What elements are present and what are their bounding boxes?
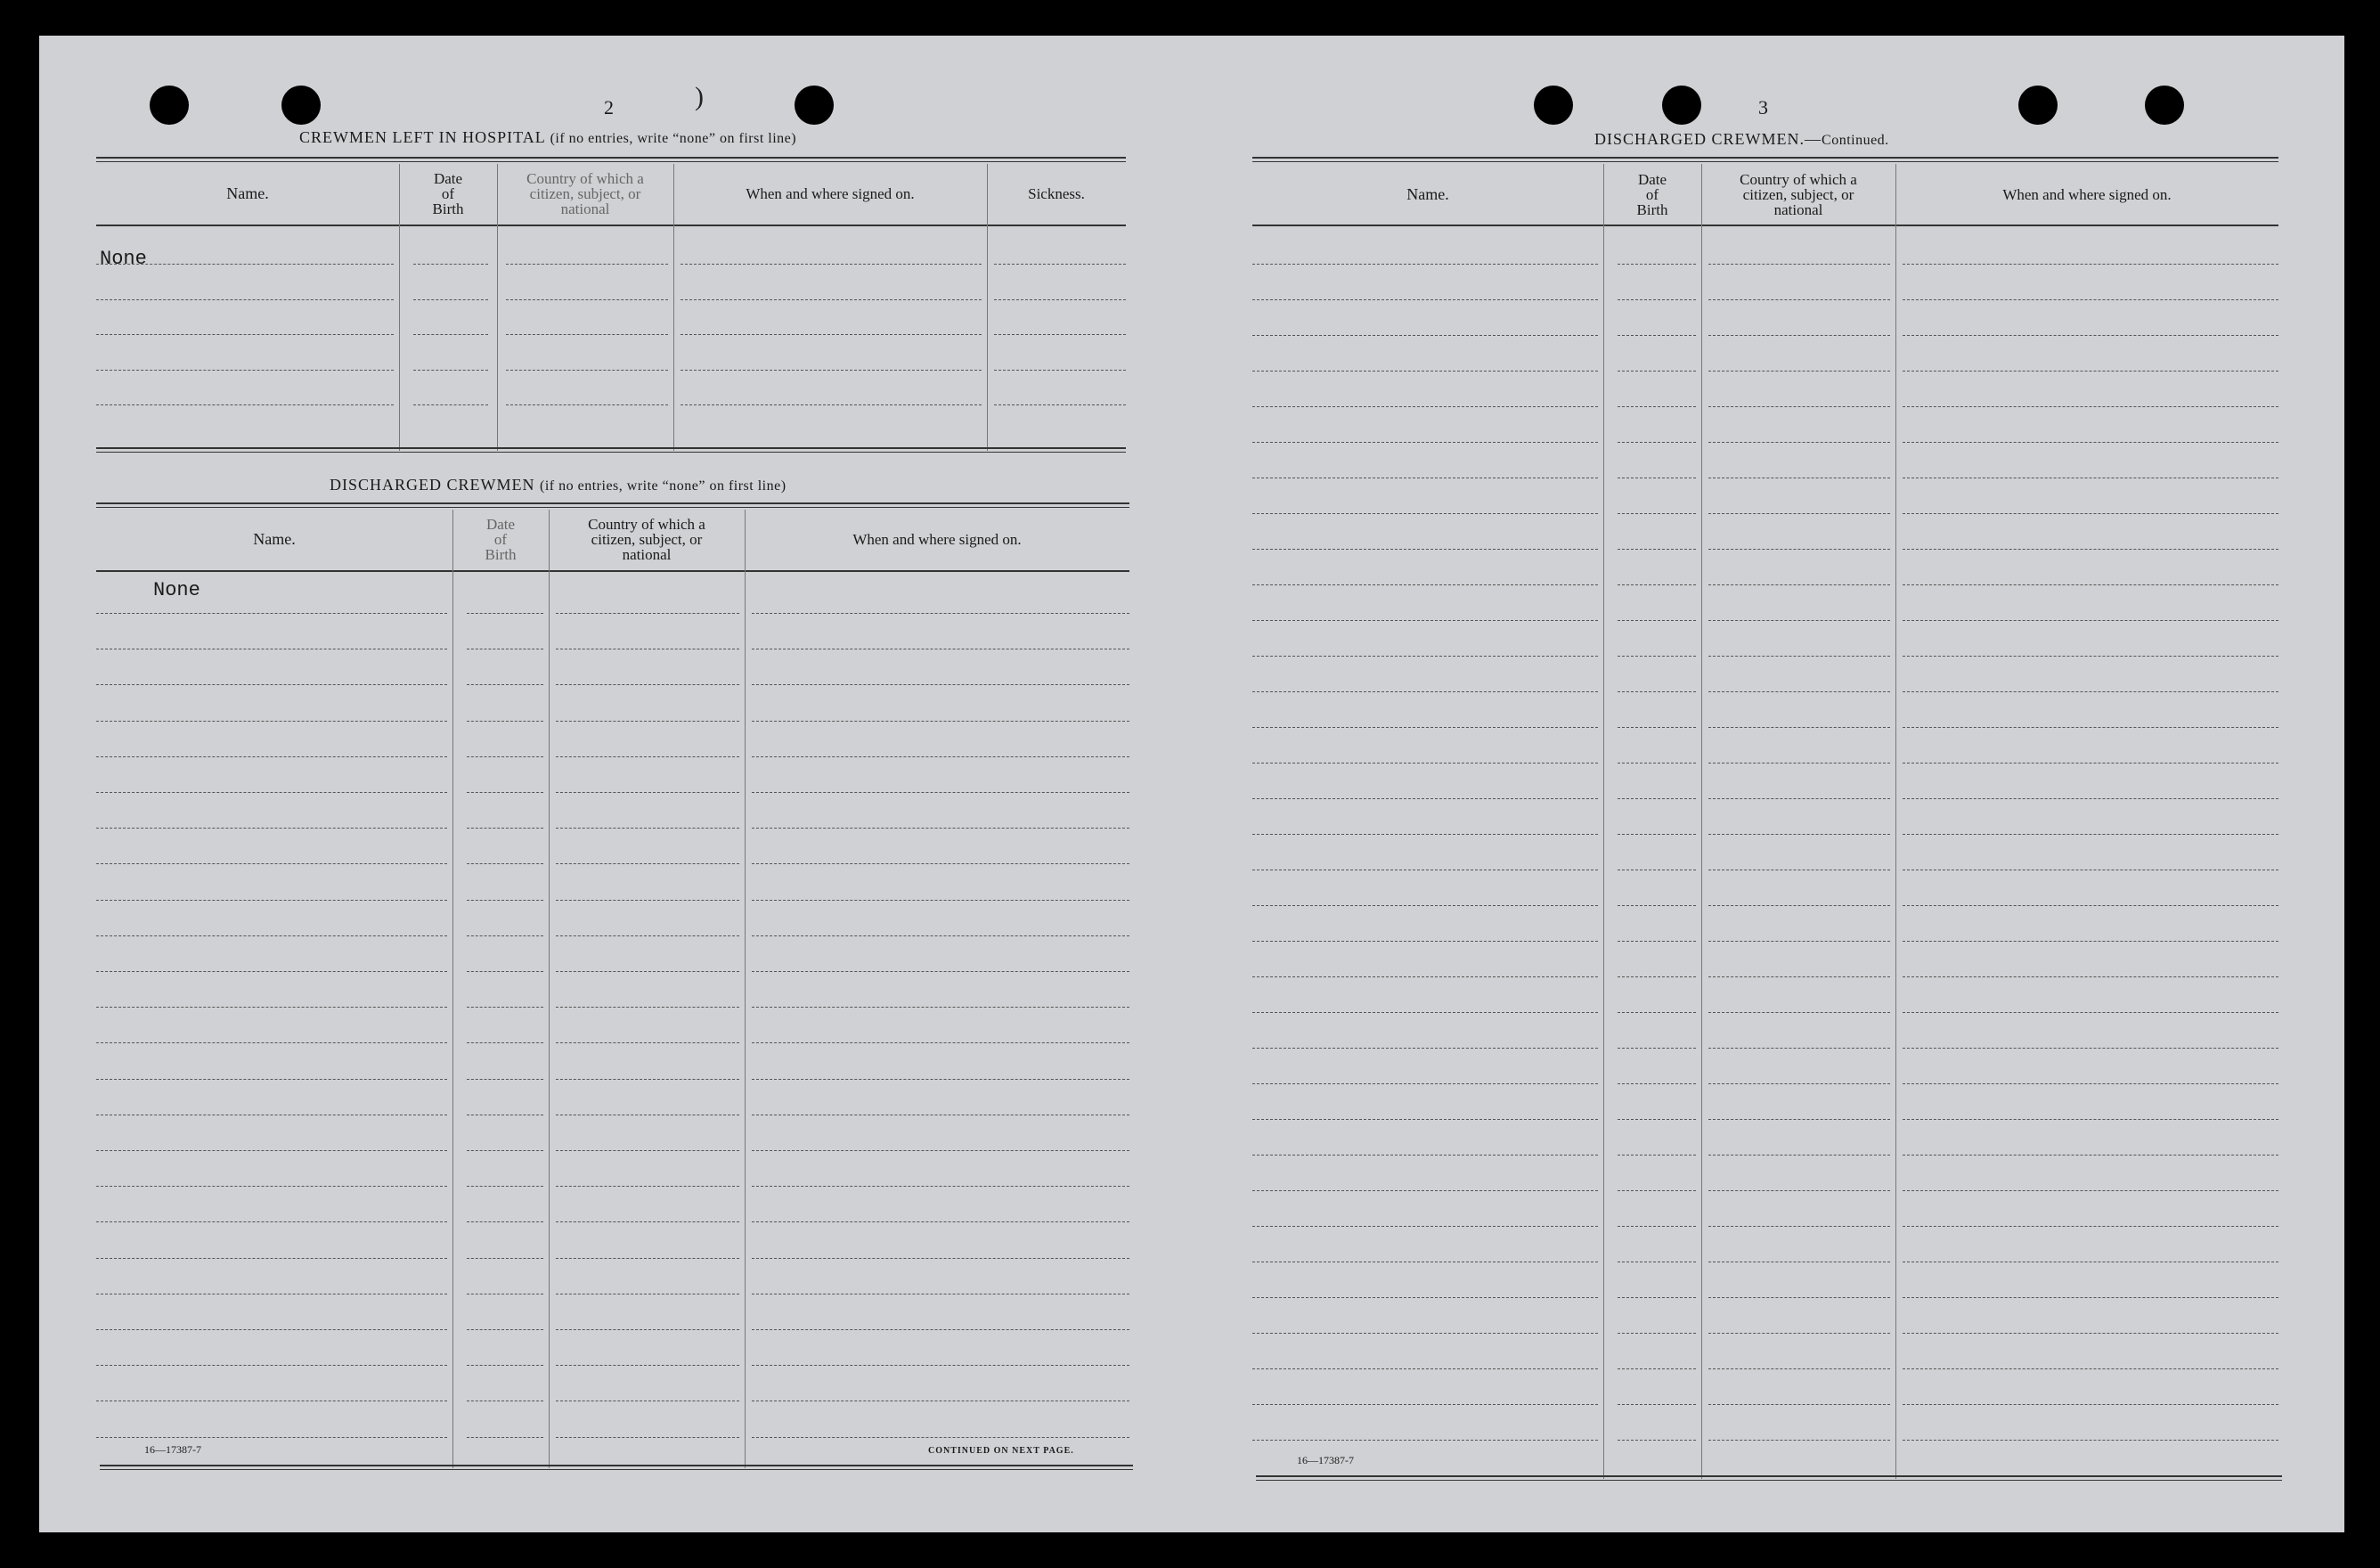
ruled-line [1252,1119,1598,1120]
ruled-line [1252,905,1598,906]
ruled-line [1618,1368,1696,1369]
ruled-line [1252,1012,1598,1013]
ruled-line [556,1329,739,1330]
ruled-line [1618,1190,1696,1191]
ruled-line [1708,1155,1890,1156]
ruled-line [467,1186,543,1187]
hospital-col-name: Name. [226,184,269,202]
ruled-line [1618,442,1696,443]
ruled-line [752,935,1129,936]
discharged-vline [549,510,550,1468]
ruled-line [1618,299,1696,300]
ruled-line [1252,763,1598,764]
ruled-line [1618,905,1696,906]
ruled-line [96,1186,447,1187]
ruled-line [1252,442,1598,443]
ruled-line [1708,905,1890,906]
ruled-line [413,264,488,265]
ruled-line [1708,1368,1890,1369]
ruled-line [1903,905,2278,906]
hospital-vline [987,164,988,451]
ruled-line [467,971,543,972]
hospital-entry-name: None [100,248,147,270]
ruled-line [1903,834,2278,835]
ruled-line [1903,549,2278,550]
discharged-col-dob: Date of Birth [485,515,517,563]
ruled-line [1903,656,2278,657]
ruled-line [752,1042,1129,1043]
punch-hole-7 [2145,86,2184,125]
ruled-line [96,370,394,371]
ruled-line [556,971,739,972]
hospital-col-sickness: Sickness. [1028,184,1085,202]
ruled-line [1903,1404,2278,1405]
ruled-line [1252,335,1598,336]
ruled-line [467,684,543,685]
ruled-line [96,971,447,972]
ruled-line [1252,727,1598,728]
ruled-line [1903,371,2278,372]
ruled-line [1708,1119,1890,1120]
ruled-line [556,792,739,793]
ruled-line [1903,1333,2278,1334]
continued-vline [1895,164,1896,1479]
ruled-line [1618,798,1696,799]
ruled-line [1708,1440,1890,1441]
ruled-line [96,863,447,864]
continued-col-name: Name. [1406,184,1449,203]
hospital-col-dob: Date of Birth [432,169,464,217]
punch-hole-6 [2018,86,2058,125]
ruled-line [1252,1226,1598,1227]
ruled-line [556,1007,739,1008]
ruled-line [96,1329,447,1330]
ruled-line [1708,299,1890,300]
ruled-line [1618,1226,1696,1227]
discharged-col-country: Country of which a citizen, subject, or national [588,515,705,563]
ruled-line [1708,584,1890,585]
ruled-line [752,828,1129,829]
ruled-line [1708,1404,1890,1405]
continued-col-country: Country of which a citizen, subject, or national [1740,170,1857,218]
ruled-line [1618,264,1696,265]
ruled-line [1708,1190,1890,1191]
ruled-line [96,1221,447,1222]
ruled-line [752,1221,1129,1222]
page-number: 2 [604,96,614,118]
discharged-entry-name: None [153,579,200,601]
hospital-title-text: CREWMEN LEFT IN HOSPITAL [299,128,546,146]
ruled-line [752,1437,1129,1438]
ruled-line [467,863,543,864]
ruled-line [752,1079,1129,1080]
ruled-line [1708,620,1890,621]
ruled-line [506,334,668,335]
punch-hole-2 [281,86,321,125]
discharged-vline [452,510,453,1468]
ruled-line [556,1437,739,1438]
ruled-line [96,1258,447,1259]
ruled-line [1252,834,1598,835]
ruled-line [681,404,982,405]
ruled-line [1618,763,1696,764]
ruled-line [1903,584,2278,585]
discharged-section-title [330,476,787,494]
ruled-line [1252,264,1598,265]
ruled-line [752,1365,1129,1366]
ruled-line [556,828,739,829]
ruled-line [96,792,447,793]
ruled-line [96,1365,447,1366]
ruled-line [1618,727,1696,728]
ruled-line [1618,371,1696,372]
ruled-line [1903,1048,2278,1049]
discharged-header-rule [96,570,1129,572]
ruled-line [1252,1333,1598,1334]
ruled-line [96,756,447,757]
ruled-line [1708,1297,1890,1298]
page-number: 3 [1758,96,1768,118]
ruled-line [1903,1368,2278,1369]
ruled-line [1903,1226,2278,1227]
ruled-line [96,828,447,829]
ruled-line [1708,798,1890,799]
continued-vline [1603,164,1604,1479]
ruled-line [467,1042,543,1043]
discharged-title-subtitle: (if no entries, write “none” on first line) [540,478,787,494]
ruled-line [752,613,1129,614]
ruled-line [556,1258,739,1259]
ruled-line [1618,941,1696,942]
ruled-line [1708,549,1890,550]
ruled-line [994,370,1126,371]
ruled-line [467,1150,543,1151]
ruled-line [1903,264,2278,265]
hospital-col-country: Country of which a citizen, subject, or national [526,169,644,217]
ruled-line [1618,1440,1696,1441]
hospital-vline [399,164,400,451]
ruled-line [1903,1083,2278,1084]
ruled-line [1708,406,1890,407]
ruled-line [1903,941,2278,942]
ruled-line [506,299,668,300]
ruled-line [1618,1297,1696,1298]
hospital-vline [673,164,674,451]
ruled-line [1903,1119,2278,1120]
ruled-line [1708,941,1890,942]
form-number: 16—17387-7 [144,1443,201,1456]
ruled-line [752,792,1129,793]
ruled-line [1708,1226,1890,1227]
ruled-line [467,1258,543,1259]
ruled-line [413,404,488,405]
ruled-line [1252,798,1598,799]
ruled-line [467,1079,543,1080]
ruled-line [556,863,739,864]
ruled-line [1252,941,1598,942]
ruled-line [467,1437,543,1438]
hospital-title-subtitle: (if no entries, write “none” on first line) [550,131,797,146]
ruled-line [1708,691,1890,692]
ruled-line [1252,549,1598,550]
ruled-line [96,935,447,936]
hospital-section-title [299,128,796,147]
ruled-line [467,900,543,901]
ruled-line [1618,335,1696,336]
ruled-line [752,721,1129,722]
ruled-line [994,334,1126,335]
ruled-line [1618,584,1696,585]
ruled-line [752,971,1129,972]
ruled-line [506,370,668,371]
continued-header-rule [1252,225,2278,226]
ruled-line [1618,1048,1696,1049]
ruled-line [1903,335,2278,336]
continued-vline [1701,164,1702,1479]
hospital-vline [497,164,498,451]
ruled-line [96,1437,447,1438]
ruled-line [1618,406,1696,407]
ruled-line [752,1258,1129,1259]
ruled-line [506,404,668,405]
ruled-line [413,299,488,300]
ruled-line [1903,798,2278,799]
ruled-line [1618,1119,1696,1120]
ruled-line [1618,691,1696,692]
discharged-col-name: Name. [253,529,296,548]
ruled-line [1618,1404,1696,1405]
ruled-line [1903,727,2278,728]
ruled-line [1252,1155,1598,1156]
ruled-line [752,1150,1129,1151]
ruled-line [1618,549,1696,550]
ruled-line [681,299,982,300]
ruled-line [556,721,739,722]
discharged-bottom-rule [100,1465,1133,1470]
ruled-line [752,756,1129,757]
ruled-line [1708,1083,1890,1084]
ruled-line [506,264,668,265]
discharged-title-text: DISCHARGED CREWMEN [330,476,535,494]
ruled-line [1252,584,1598,585]
ruled-line [1903,1297,2278,1298]
ruled-line [1252,1297,1598,1298]
ruled-line [1903,513,2278,514]
ruled-line [96,1079,447,1080]
discharged-vline [745,510,746,1468]
continued-title-text: DISCHARGED CREWMEN.— [1594,130,1822,148]
ruled-line [96,900,447,901]
ruled-line [994,264,1126,265]
ruled-line [1252,1440,1598,1441]
ledger-paper [39,36,2344,1532]
ruled-line [1708,371,1890,372]
ruled-line [1903,406,2278,407]
discharged-col-signed: When and where signed on. [852,530,1022,548]
ruled-line [1708,1048,1890,1049]
ruled-line [96,299,394,300]
ruled-line [1618,656,1696,657]
ruled-line [752,1007,1129,1008]
ruled-line [681,264,982,265]
ruled-line [1618,513,1696,514]
ruled-line [556,1150,739,1151]
ruled-line [96,613,447,614]
punch-hole-3 [795,86,834,125]
ruled-line [1252,513,1598,514]
ruled-line [1252,1368,1598,1369]
ruled-line [467,721,543,722]
ruled-line [1903,763,2278,764]
ruled-line [994,404,1126,405]
ruled-line [994,299,1126,300]
form-number: 16—17387-7 [1297,1454,1354,1466]
ruled-line [1618,1333,1696,1334]
hospital-col-signed: When and where signed on. [746,184,915,202]
discharged-top-rule [96,502,1129,508]
ruled-line [1708,834,1890,835]
punch-hole-5 [1662,86,1701,125]
ruled-line [467,935,543,936]
ruled-line [96,1150,447,1151]
ruled-line [1618,620,1696,621]
pencil-mark: ) [695,82,704,111]
ruled-line [96,404,394,405]
ruled-line [1252,371,1598,372]
ruled-line [556,1186,739,1187]
ruled-line [1252,691,1598,692]
ruled-line [1708,442,1890,443]
ruled-line [1252,406,1598,407]
ruled-line [556,1221,739,1222]
ruled-line [1252,976,1598,977]
ruled-line [1903,691,2278,692]
ruled-line [413,370,488,371]
ruled-line [467,1365,543,1366]
hospital-header-rule [96,225,1126,226]
ruled-line [1903,442,2278,443]
continued-top-rule [1252,157,2278,162]
ruled-line [556,935,739,936]
ruled-line [1708,727,1890,728]
ruled-line [556,1365,739,1366]
continued-col-signed: When and where signed on. [2002,185,2172,203]
ruled-line [413,334,488,335]
ruled-line [96,1007,447,1008]
ruled-line [1708,513,1890,514]
ruled-line [681,370,982,371]
ruled-line [1708,264,1890,265]
ruled-line [752,863,1129,864]
ruled-line [556,756,739,757]
ruled-line [1903,1190,2278,1191]
punch-hole-4 [1534,86,1573,125]
ruled-line [752,1329,1129,1330]
ruled-line [1618,1083,1696,1084]
ruled-line [467,792,543,793]
ruled-line [752,684,1129,685]
ruled-line [1708,656,1890,657]
ruled-line [1708,1012,1890,1013]
ruled-line [556,684,739,685]
hospital-bottom-rule [96,447,1126,453]
ruled-line [467,756,543,757]
ruled-line [467,1007,543,1008]
ruled-line [1252,1404,1598,1405]
ruled-line [1252,299,1598,300]
ruled-line [1708,335,1890,336]
ruled-line [1708,763,1890,764]
ruled-line [1903,620,2278,621]
ruled-line [467,1221,543,1222]
continued-col-dob: Date of Birth [1636,170,1668,218]
ruled-line [1618,976,1696,977]
ruled-line [1903,299,2278,300]
ruled-line [1708,1333,1890,1334]
ruled-line [1252,620,1598,621]
ruled-line [556,1079,739,1080]
ruled-line [1903,1440,2278,1441]
punch-hole-1 [150,86,189,125]
ruled-line [96,334,394,335]
ruled-line [467,828,543,829]
ruled-line [1618,1012,1696,1013]
hospital-top-rule [96,157,1126,162]
ruled-line [1252,656,1598,657]
ruled-line [681,334,982,335]
ruled-line [1903,1012,2278,1013]
ruled-line [556,1042,739,1043]
ruled-line [96,721,447,722]
ruled-line [1252,1083,1598,1084]
ruled-line [752,900,1129,901]
ruled-line [556,900,739,901]
ruled-line [752,1186,1129,1187]
ruled-line [96,684,447,685]
continued-note: CONTINUED ON NEXT PAGE. [928,1446,1074,1456]
ruled-line [1252,1048,1598,1049]
ruled-line [467,613,543,614]
continued-title-suffix: Continued. [1822,133,1889,148]
ruled-line [556,613,739,614]
ruled-line [1618,1155,1696,1156]
ruled-line [1618,834,1696,835]
ruled-line [1708,976,1890,977]
discharged-continued-title [1594,130,1889,149]
ruled-line [1903,1155,2278,1156]
ruled-line [467,1329,543,1330]
continued-bottom-rule [1256,1475,2282,1481]
ruled-line [1903,976,2278,977]
ruled-line [1252,1190,1598,1191]
ruled-line [96,1042,447,1043]
